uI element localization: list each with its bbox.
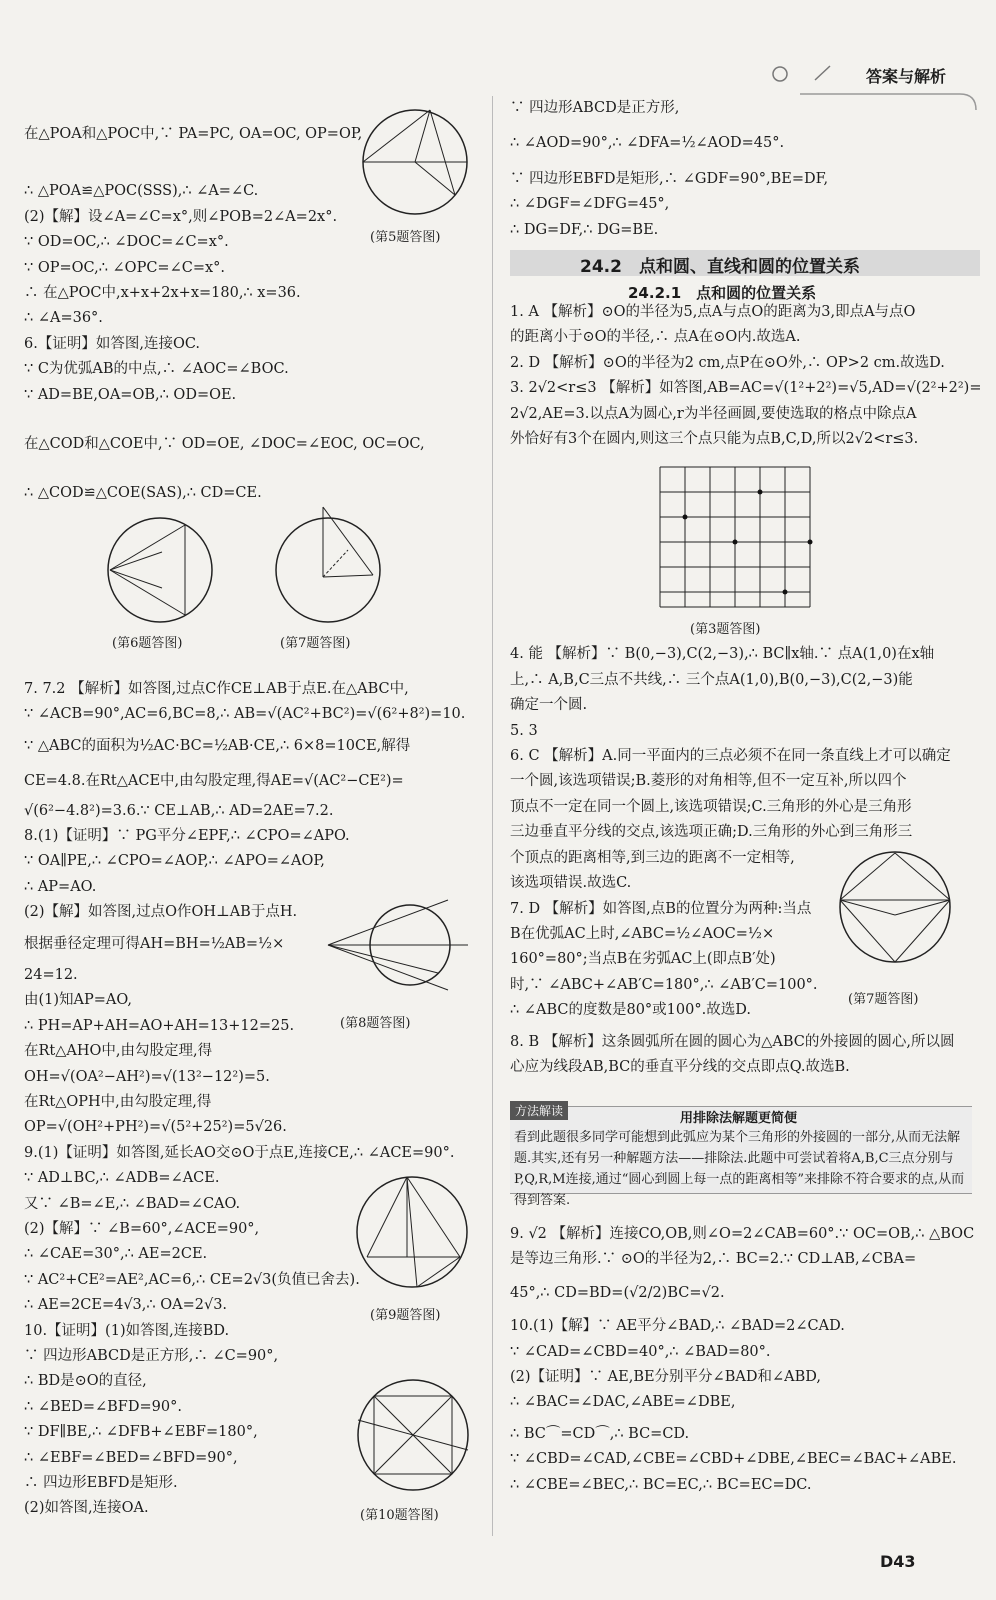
text-line: ∴ AP=AO. [24,878,97,895]
text-line: 顶点不一定在同一个圆上,该选项错误;C.三角形的外心是三角形 [510,798,912,815]
text-line: 45°,∴ CD=BD=(√2/2)BC=√2. [510,1284,725,1301]
text-line: 是等边三角形.∵ ⊙O的半径为2,∴ BC=2.∵ CD⊥AB,∠CBA= [510,1251,917,1268]
text-line: 9. √2 【解析】连接CO,OB,则∠O=2∠CAB=60°.∵ OC=OB,∴ △BOC [510,1226,975,1242]
text-line: (2)【解】∵ ∠B=60°,∠ACE=90°, [24,1221,260,1237]
subsection-title: 24.2.1 点和圆的位置关系 [628,284,817,302]
right-column-bottom [510,1222,980,1498]
method-title: 用排除法解题更简便 [680,1111,798,1126]
figure-10-diagram [348,1370,478,1500]
figure-8-diagram [318,885,478,1010]
method-box [510,1104,972,1208]
text-line: ∵ 四边形ABCD是正方形, [510,100,680,116]
text-line: ∵ AC²+CE²=AE²,AC=6,∴ CE=2√3(负值已舍去). [24,1271,360,1288]
text-line: 3. 2√2<r≤3 【解析】如答图,AB=AC=√(1²+2²)=√5,AD=√(2²+2²)= [510,380,982,397]
figure-3-grid [655,462,815,612]
text-line: ∵ AD=BE,OA=OB,∴ OD=OE. [24,386,237,403]
figure-9-diagram [352,1162,472,1302]
text-line: ∴ ∠DGF=∠DFG=45°, [510,196,670,213]
text-line: B在优弧AC上时,∠ABC=½∠AOC=½× [510,925,775,942]
text-line: 又∵ ∠B=∠E,∴ ∠BAD=∠CAO. [24,1195,241,1212]
text-line: ∵ △ABC的面积为½AC·BC=½AB·CE,∴ 6×8=10CE,解得 [24,737,411,754]
text-line: OH=√(OA²−AH²)=√(13²−12²)=5. [24,1068,270,1085]
figure-6-diagram [100,510,220,630]
text-line: ∵ OA∥PE,∴ ∠CPO=∠AOP,∴ ∠APO=∠AOP, [24,853,325,870]
text-line: ∴ ∠A=36°. [24,310,103,327]
text-line: 在△COD和△COE中,∵ OD=OE, ∠DOC=∠EOC, OC=OC, [24,436,425,453]
method-tag: 方法解读 [510,1101,568,1120]
text-line: ∵ ∠CBD=∠CAD,∠CBE=∠CBD+∠DBE,∠BEC=∠BAC+∠ABE. [510,1451,957,1468]
text-line: 1. A 【解析】⊙O的半径为5,点A与点O的距离为3,即点A与点O [510,304,916,320]
column-divider [492,96,493,1536]
figure-7-right-caption: (第7题答图) [848,992,919,1007]
text-line: ∵ OP=OC,∴ ∠OPC=∠C=x°. [24,259,226,276]
text-line: ∴ BD是⊙O的直径, [24,1373,147,1390]
text-line: 确定一个圆. [510,697,588,714]
text-line: ∴ AE=2CE=4√3,∴ OA=2√3. [24,1297,228,1314]
text-line: ∴ BC⌒=CD⌒,∴ BC=CD. [510,1425,690,1442]
text-line: 上,∴ A,B,C三点不共线,∴ 三个点A(1,0),B(0,−3),C(2,−3)能 [510,671,913,688]
text-line: 2√2,AE=3.以点A为圆心,r为半径画圆,要使选取的格点中除点A [510,405,917,422]
figure-5-caption: (第5题答图) [370,230,441,245]
method-body: 看到此题很多同学可能想到此弧应为某个三角形的外接圆的一部分,从而无法解题.其实,还有另一种解题方法——排除法.此题中可尝试着将A,B,C三点分别与P,Q,R,M连接,通过“圆心到圆上每一点的距离相等”来排除不符合要求的点,从而得到答案. [514,1130,965,1208]
text-line: (2)【解】如答图,过点O作OH⊥AB于点H. [24,904,298,921]
text-line: ∴ △COD≌△COE(SAS),∴ CD=CE. [24,485,262,502]
text-line: ∴ △POA≌△POC(SSS),∴ ∠A=∠C. [24,183,259,200]
text-line: ∴ 四边形EBFD是矩形. [24,1475,178,1492]
text-line: ∴ ∠EBF=∠BED=∠BFD=90°, [24,1449,238,1466]
text-line: (2)【证明】∵ AE,BE分别平分∠BAD和∠ABD, [510,1369,821,1386]
text-line: 10.(1)【解】∵ AE平分∠BAD,∴ ∠BAD=2∠CAD. [510,1318,845,1335]
text-line: ∴ 在△POC中,x+x+2x+x=180,∴ x=36. [24,285,301,302]
text-line: 7. 7.2 【解析】如答图,过点C作CE⊥AB于点E.在△ABC中, [24,680,409,697]
text-line: (2)如答图,连接OA. [24,1500,149,1517]
page-header [0,0,996,110]
figure-6-caption: (第6题答图) [112,636,183,651]
text-line: ∴ ∠CAE=30°,∴ AE=2CE. [24,1246,208,1263]
text-line: ∴ DG=DF,∴ DG=BE. [510,221,659,238]
text-line: 2. D 【解析】⊙O的半径为2 cm,点P在⊙O外,∴ OP>2 cm.故选D. [510,354,945,371]
text-line: 160°=80°;当点B在劣弧AC上(即点B′处) [510,951,776,968]
figure-5-diagram [350,100,480,225]
text-line: 10.【证明】(1)如答图,连接BD. [24,1322,230,1339]
text-line: 6. C 【解析】A.同一平面内的三点必须不在同一条直线上才可以确定 [510,748,951,765]
text-line: 8.(1)【证明】∵ PG平分∠EPF,∴ ∠CPO=∠APO. [24,827,350,844]
figure-8-caption: (第8题答图) [340,1016,411,1031]
text-line: 该选项错误.故选C. [510,875,632,892]
text-line: CE=4.8.在Rt△ACE中,由勾股定理,得AE=√(AC²−CE²)= [24,773,404,790]
text-line: ∴ ∠BAC=∠DAC,∠ABE=∠DBE, [510,1394,736,1411]
figure-7-right-diagram [830,845,960,975]
text-line: 在△POA和△POC中,∵ PA=PC, OA=OC, OP=OP, [24,126,363,142]
text-line: ∴ ∠AOD=90°,∴ ∠DFA=½∠AOD=45°. [510,135,785,152]
section-title: 24.2 点和圆、直线和圆的位置关系 [580,257,860,277]
text-line: 根据垂径定理可得AH=BH=½AB=½× [24,935,285,952]
text-line: 心应为线段AB,BC的垂直平分线的交点即点Q.故选B. [510,1058,850,1075]
text-line: 7. D 【解析】如答图,点B的位置分为两种:当点 [510,900,812,917]
text-line: ∵ DF∥BE,∴ ∠DFB+∠EBF=180°, [24,1424,258,1441]
text-line: 24=12. [24,966,78,983]
text-line: ∵ ∠CAD=∠CBD=40°,∴ ∠BAD=80°. [510,1343,771,1360]
text-line: ∴ ∠CBE=∠BEC,∴ BC=EC,∴ BC=EC=DC. [510,1476,812,1493]
text-line: 8. B 【解析】这条圆弧所在圆的圆心为△ABC的外接圆的圆心,所以圆 [510,1033,955,1050]
text-line: 5. 3 [510,722,538,739]
text-line: 9.(1)【证明】如答图,延长AO交⊙O于点E,连接CE,∴ ∠ACE=90°. [24,1144,455,1161]
text-line: 时,∵ ∠ABC+∠AB′C=180°,∴ ∠AB′C=100°. [510,976,818,993]
figure-7-diagram [268,495,388,630]
figure-3-caption: (第3题答图) [690,622,761,637]
text-line: ∴ PH=AP+AH=AO+AH=13+12=25. [24,1017,295,1034]
text-line: 个顶点的距离相等,到三边的距离不一定相等, [510,849,795,866]
figure-7-caption: (第7题答图) [280,636,351,651]
text-line: ∵ 四边形EBFD是矩形,∴ ∠GDF=90°,BE=DF, [510,170,829,187]
text-line: 一个圆,该选项错误;B.菱形的对角相等,但不一定互补,所以四个 [510,773,907,790]
figure-9-caption: (第9题答图) [370,1308,441,1323]
text-line: 在Rt△AHO中,由勾股定理,得 [24,1043,213,1060]
text-line: 外恰好有3个在圆内,则这三个点只能为点B,C,D,所以2√2<r≤3. [510,431,919,448]
text-line: (2)【解】设∠A=∠C=x°,则∠POB=2∠A=2x°. [24,208,338,225]
text-line: ∵ OD=OC,∴ ∠DOC=∠C=x°. [24,234,229,251]
text-line: ∵ ∠ACB=90°,AC=6,BC=8,∴ AB=√(AC²+BC²)=√(6²+8²)=10. [24,706,466,723]
page-number: D43 [880,1552,916,1571]
text-line: ∵ AD⊥BC,∴ ∠ADB=∠ACE. [24,1170,220,1187]
header-title: 答案与解析 [866,67,947,86]
text-line: ∴ ∠BED=∠BFD=90°. [24,1398,182,1415]
text-line: 在Rt△OPH中,由勾股定理,得 [24,1093,212,1110]
text-line: 的距离小于⊙O的半径,∴ 点A在⊙O内.故选A. [510,329,801,346]
text-line: 由(1)知AP=AO, [24,992,133,1009]
text-line: 三边垂直平分线的交点,该选项正确;D.三角形的外心到三角形三 [510,824,913,841]
text-line: ∵ 四边形ABCD是正方形,∴ ∠C=90°, [24,1348,279,1365]
right-column-top [510,96,980,243]
text-line: 6.【证明】如答图,连接OC. [24,335,201,352]
text-line: ∴ ∠ABC的度数是80°或100°.故选D. [510,1002,751,1019]
text-line: 4. 能 【解析】∵ B(0,−3),C(2,−3),∴ BC∥x轴.∵ 点A(1,0)在x轴 [510,646,935,663]
text-line: √(6²−4.8²)=3.6.∵ CE⊥AB,∴ AD=2AE=7.2. [24,802,334,819]
header-decoration [0,0,996,110]
section-heading [510,250,980,276]
text-line: ∵ C为优弧AB的中点,∴ ∠AOC=∠BOC. [24,361,289,378]
figure-10-caption: (第10题答图) [360,1508,439,1523]
text-line: OP=√(OH²+PH²)=√(5²+25²)=5√26. [24,1119,287,1136]
